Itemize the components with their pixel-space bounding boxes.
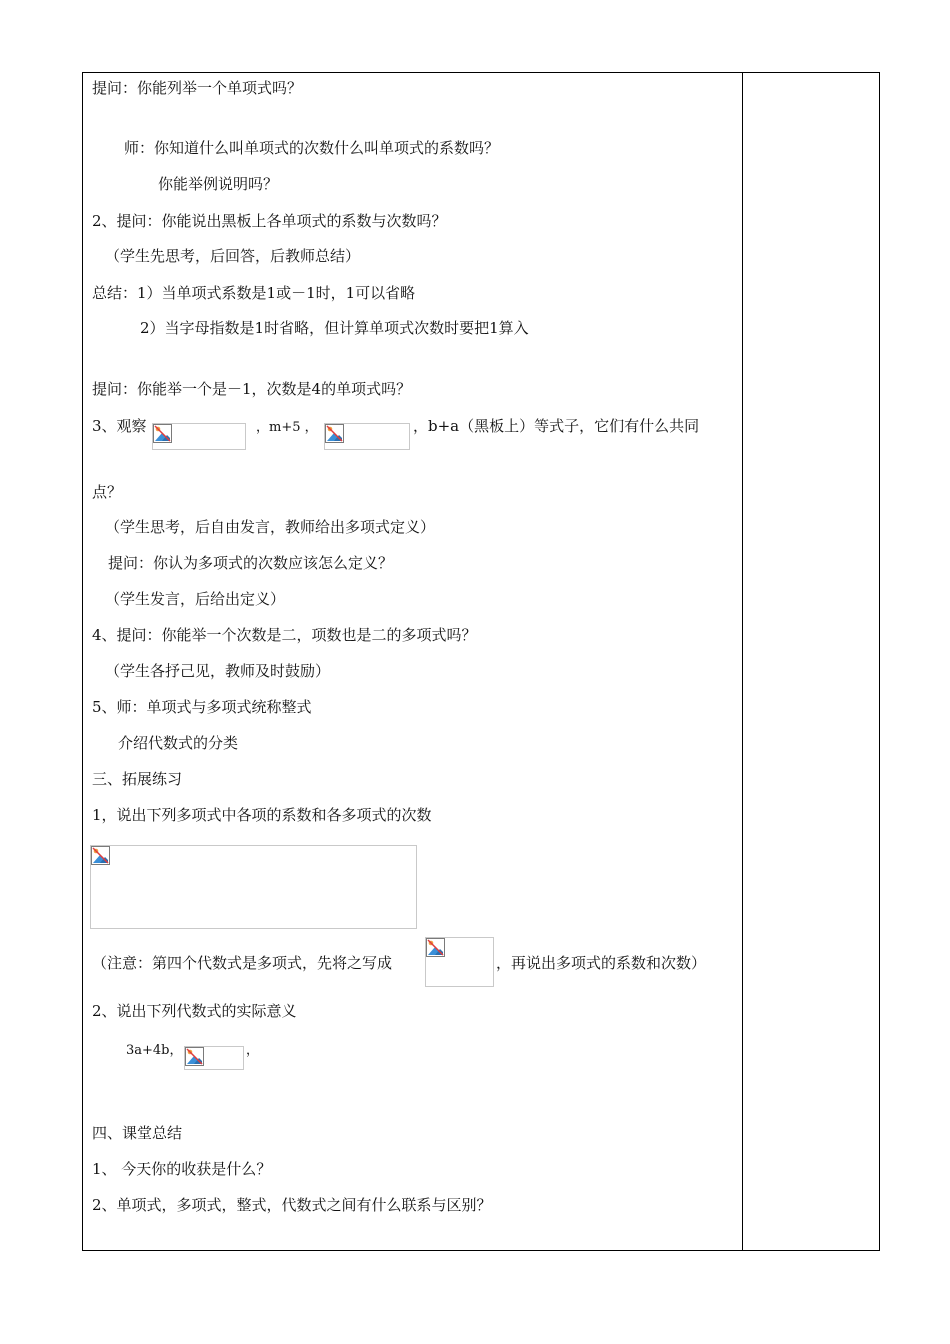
formula-image bbox=[90, 845, 417, 929]
text-line: 2、说出下列代数式的实际意义 bbox=[92, 1002, 297, 1020]
formula-image bbox=[425, 937, 494, 987]
text-line: 1，说出下列多项式中各项的系数和各多项式的次数 bbox=[92, 806, 432, 824]
text-line: 介绍代数式的分类 bbox=[118, 734, 239, 752]
section-heading: 三、拓展练习 bbox=[92, 770, 183, 788]
formula-image bbox=[324, 423, 410, 450]
text-line: 2、单项式，多项式，整式，代数式之间有什么联系与区别？ bbox=[92, 1196, 492, 1214]
note-line: ，再说出多项式的系数和次数） bbox=[496, 954, 707, 972]
note-line: （注意：第四个代数式是多项式，先将之写成 bbox=[92, 954, 393, 972]
text-line: 你能举例说明吗？ bbox=[158, 175, 279, 193]
expression-text: ， bbox=[246, 1043, 260, 1058]
text-line: 提问：你能举一个是－1，次数是4的单项式吗？ bbox=[92, 380, 412, 398]
broken-image-icon bbox=[325, 424, 344, 443]
text-line: 3、观察 bbox=[92, 417, 147, 435]
summary-line: 总结：1）当单项式系数是1或－1时，1可以省略 bbox=[92, 284, 416, 302]
formula-image bbox=[184, 1046, 244, 1070]
text-line: 4、提问：你能举一个次数是二，项数也是二的多项式吗？ bbox=[92, 626, 477, 644]
expression-text: 3a+4b， bbox=[126, 1043, 183, 1058]
text-line: 点？ bbox=[92, 483, 123, 501]
teacher-line: 师：你知道什么叫单项式的次数什么叫单项式的系数吗？ bbox=[124, 139, 500, 157]
text-line: ，b+a（黑板上）等式子，它们有什么共同 bbox=[413, 417, 700, 435]
broken-image-icon bbox=[153, 424, 172, 443]
text-line: 2、提问：你能说出黑板上各单项式的系数与次数吗？ bbox=[92, 212, 447, 230]
question-line: 提问：你能列举一个单项式吗？ bbox=[92, 79, 303, 97]
text-line: （学生各抒己见，教师及时鼓励） bbox=[105, 662, 331, 680]
text-line: 5、师：单项式与多项式统称整式 bbox=[92, 698, 312, 716]
formula-image bbox=[152, 423, 246, 450]
text-line: （学生先思考，后回答，后教师总结） bbox=[105, 247, 361, 265]
broken-image-icon bbox=[91, 846, 110, 865]
broken-image-icon bbox=[426, 938, 445, 957]
broken-image-icon bbox=[185, 1047, 204, 1066]
question-line: 提问：你认为多项式的次数应该怎么定义？ bbox=[108, 554, 394, 572]
text-line: （学生发言，后给出定义） bbox=[105, 590, 286, 608]
section-heading: 四、课堂总结 bbox=[92, 1124, 183, 1142]
text-line: （学生思考，后自由发言，教师给出多项式定义） bbox=[105, 518, 436, 536]
text-line: 1、 今天你的收获是什么？ bbox=[92, 1160, 272, 1178]
text-line: ，m+5 ， bbox=[256, 420, 318, 435]
text-line: 2）当字母指数是1时省略，但计算单项式次数时要把1算入 bbox=[140, 319, 529, 337]
column-divider bbox=[742, 72, 743, 1251]
